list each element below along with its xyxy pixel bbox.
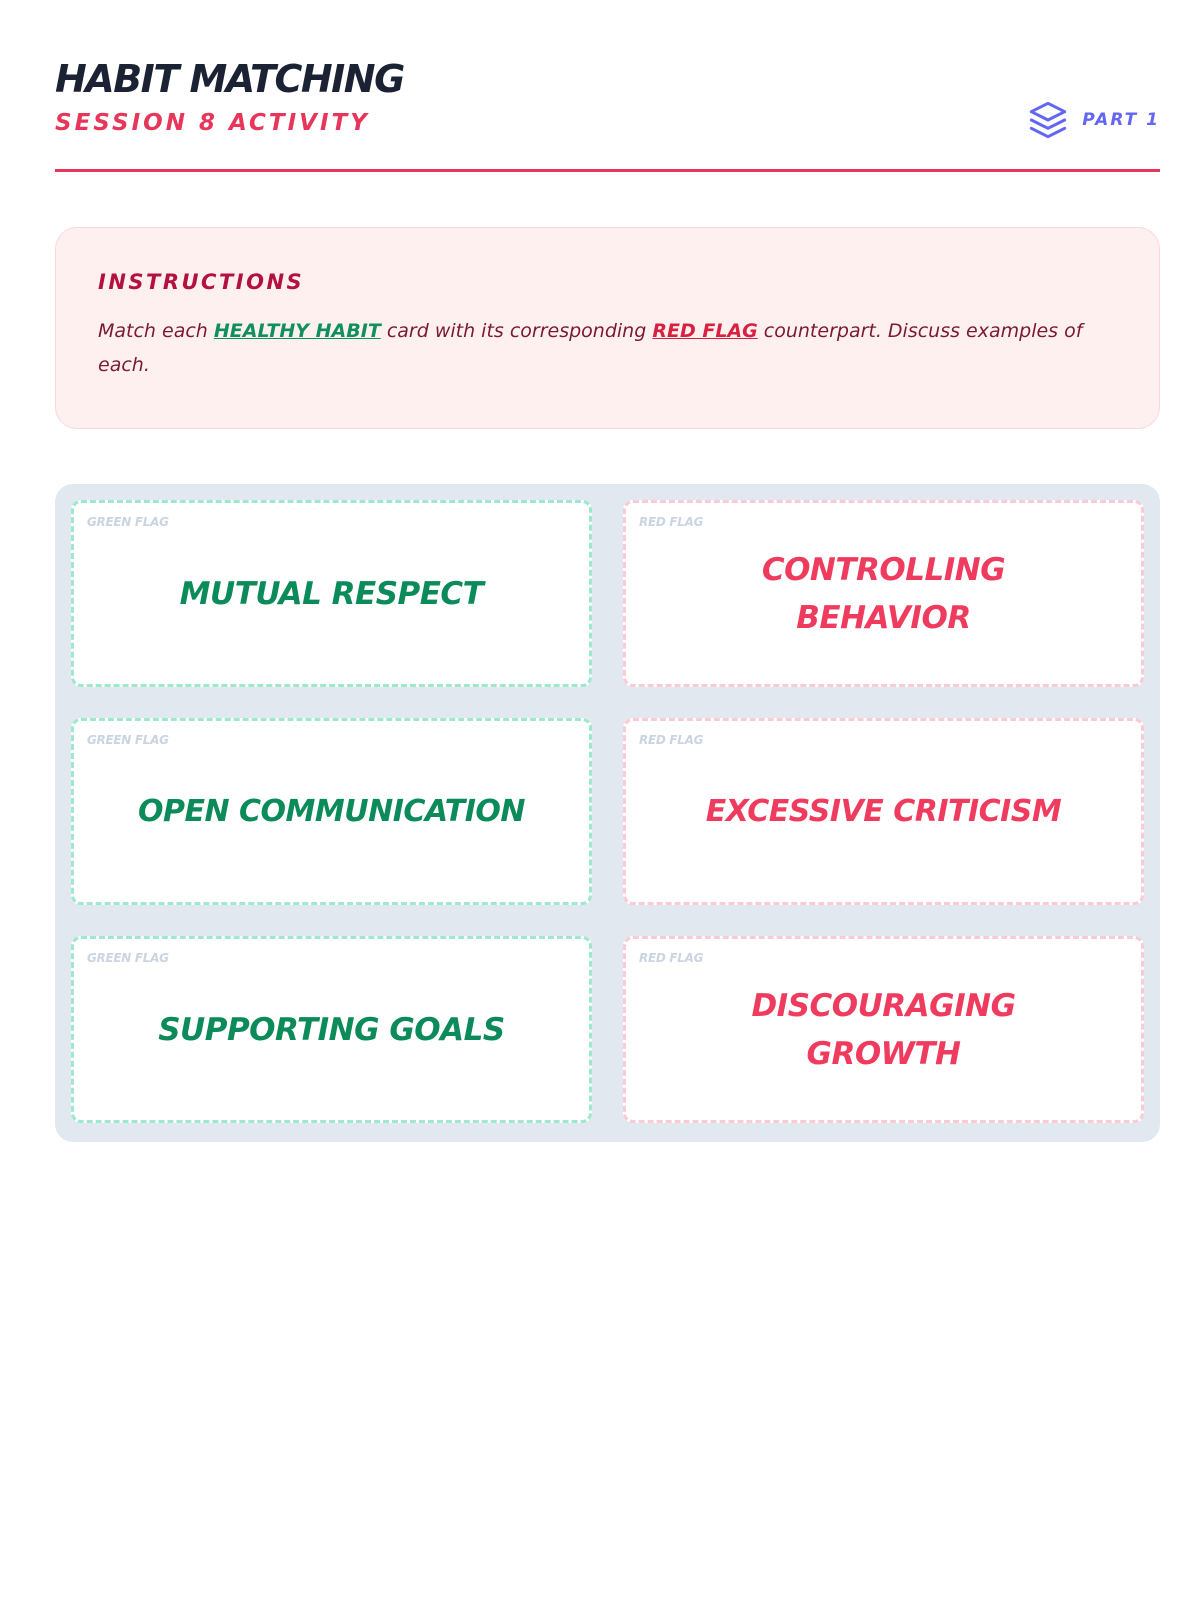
card-label: CONTROLLING BEHAVIOR: [761, 551, 1006, 636]
instructions-box: [55, 227, 1160, 429]
instructions-text: [98, 314, 1098, 382]
header: [55, 0, 1160, 172]
instructions-text-after: counterpart. Discuss examples of each.: [98, 320, 1083, 376]
card-label: SUPPORTING GOALS: [158, 1011, 505, 1048]
layers-icon: [1028, 100, 1068, 140]
instructions-text-middle: card with its corresponding: [380, 320, 653, 342]
habit-card-mutual-respect[interactable]: [71, 500, 592, 687]
instructions-heading: INSTRUCTIONS: [98, 270, 305, 294]
card-tag: GREEN FLAG: [87, 515, 169, 529]
card-tag: RED FLAG: [639, 951, 704, 965]
card-label: MUTUAL RESPECT: [179, 575, 484, 612]
card-label: OPEN COMMUNICATION: [138, 793, 525, 829]
page-subtitle: SESSION 8 ACTIVITY: [55, 110, 370, 136]
card-grid: [71, 500, 1144, 1123]
card-tag: GREEN FLAG: [87, 951, 169, 965]
card-tag: GREEN FLAG: [87, 733, 169, 747]
red-flag-highlight: RED FLAG: [652, 320, 758, 342]
card-label: EXCESSIVE CRITICISM: [705, 793, 1062, 829]
part-indicator: [1028, 100, 1160, 140]
card-tag: RED FLAG: [639, 733, 704, 747]
page-title: HABIT MATCHING: [55, 57, 404, 101]
card-tag: RED FLAG: [639, 515, 704, 529]
card-board: [55, 484, 1160, 1142]
habit-card-controlling-behavior[interactable]: [623, 500, 1144, 687]
habit-card-open-communication[interactable]: [71, 718, 592, 905]
instructions-text-before: Match each: [98, 320, 214, 342]
worksheet-page: [55, 0, 1160, 1072]
habit-card-supporting-goals[interactable]: [71, 936, 592, 1123]
card-label: DISCOURAGING GROWTH: [751, 987, 1016, 1072]
habit-card-excessive-criticism[interactable]: [623, 718, 1144, 905]
part-label: PART 1: [1082, 110, 1160, 130]
habit-card-discouraging-growth[interactable]: [623, 936, 1144, 1123]
healthy-habit-highlight: HEALTHY HABIT: [213, 320, 381, 342]
